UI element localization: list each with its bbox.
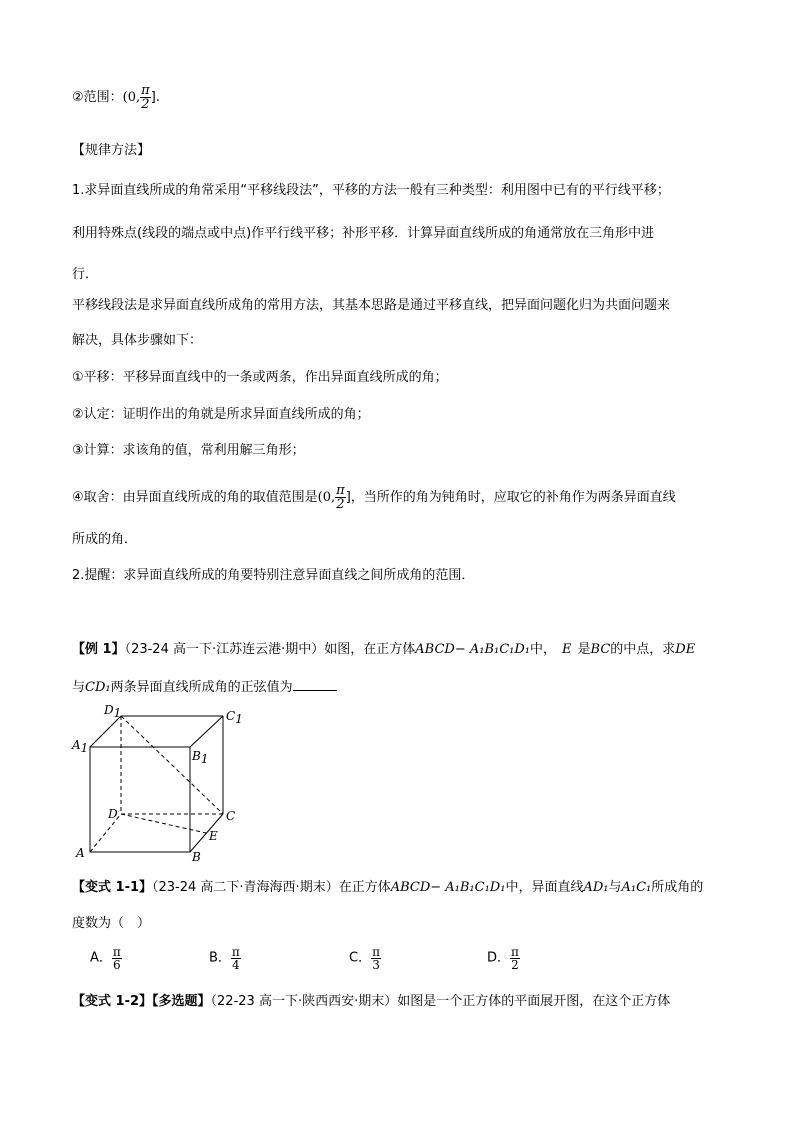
range-close: ]. [150, 90, 160, 105]
variant-1-2-line-1: 【变式 1-2】【多选题】（22-23 高一下·陕西西安·期末）如图是一个正方体的平面展开图，在这个正方体 [72, 994, 671, 1009]
step-4-open: (0, [317, 490, 336, 505]
step-4-prefix: ④取舍：由异面直线所成的角的取值范围是 [72, 490, 318, 505]
range-prefix: ②范围： [72, 90, 123, 105]
variant-1-1-tag: 【变式 1-1】 [72, 880, 153, 895]
edge-b-c [190, 814, 223, 852]
option-b[interactable]: B． $\frac{\pi}{4}$ [209, 945, 240, 972]
range-fraction: $\frac{\pi}{2}$ [141, 83, 150, 112]
step-4-close: ] [345, 490, 351, 505]
edge-b1-c1 [190, 716, 223, 747]
cube-name: ABCD− A₁B₁C₁D₁ [415, 642, 530, 657]
label-d: D [108, 807, 118, 821]
step-4 [72, 484, 676, 511]
range-open: (0, [122, 90, 141, 105]
step-4-suffix: ，当所作的角为钝角时，应取它的补角作为两条异面直线 [350, 490, 676, 505]
range-line [72, 84, 160, 111]
variant-1-2-tag: 【变式 1-2】 [72, 994, 153, 1009]
edge-a1-d1 [90, 716, 121, 747]
multi-choice-tag: 【多选题】 [152, 994, 211, 1009]
segment-d-e [121, 814, 206, 833]
variant-1-1-line-1: 【变式 1-1】（23-24 高二下·青海海西·期末）在正方体ABCD− A₁B₁C₁D₁中，异面直线AD₁与A₁C₁所成角的 [72, 880, 704, 895]
paragraph-1-line-3: 行． [72, 267, 99, 282]
label-b1: B1 [192, 749, 209, 766]
label-c: C [226, 809, 236, 823]
variant-1-1-line-2: 度数为（ ） [72, 916, 151, 931]
label-b: B [192, 850, 201, 862]
label-c1: C1 [226, 709, 243, 726]
step-1: ①平移：平移异面直线中的一条或两条，作出异面直线所成的角； [72, 370, 448, 385]
step-2: ②认定：证明作出的角就是所求异面直线所成的角； [72, 407, 370, 422]
paragraph-1-line-2: 利用特殊点(线段的端点或中点)作平行线平移；补形平移．计算异面直线所成的角通常放在三角形中进 [72, 226, 655, 241]
step-4-continued: 所成的角． [72, 532, 138, 547]
step-3: ③计算：求该角的值，常利用解三角形； [72, 443, 305, 458]
paragraph-2-line-1: 平移线段法是求异面直线所成角的常用方法，其基本思路是通过平移直线，把异面问题化归为共面问题来 [72, 298, 671, 313]
option-a[interactable]: A． $\frac{\pi}{6}$ [90, 945, 121, 972]
front-face [90, 747, 190, 852]
label-a: A [76, 846, 85, 860]
option-d[interactable]: D． $\frac{\pi}{2}$ [487, 945, 519, 972]
reminder: 2.提醒：求异面直线所成的角要特别注意异面直线之间所成角的范围． [72, 568, 475, 583]
answer-blank[interactable] [293, 678, 337, 691]
cube-figure [66, 702, 246, 862]
example-1-tag: 【例 1】 [72, 642, 125, 657]
paragraph-2-line-2: 解决，具体步骤如下： [72, 333, 203, 348]
example-1-line-1: 【例 1】（23-24 高一下·江苏连云港·期中）如图，在正方体ABCD− A₁B₁C₁D₁中， E 是BC的中点，求DE [72, 642, 696, 657]
method-heading: 【规律方法】 [72, 143, 151, 158]
option-c[interactable]: C． $\frac{\pi}{3}$ [349, 945, 380, 972]
label-a1: A1 [72, 738, 89, 755]
label-d1: D1 [104, 703, 122, 720]
step-4-fraction: $\frac{\pi}{2}$ [336, 483, 345, 512]
paragraph-1-line-1: 1.求异面直线所成的角常采用“平移线段法”，平移的方法一般有三种类型：利用图中已有的平行线平移； [72, 183, 670, 198]
label-e: E [209, 829, 218, 843]
example-1-line-2: 与CD₁两条异面直线所成角的正弦值为 [72, 678, 337, 696]
